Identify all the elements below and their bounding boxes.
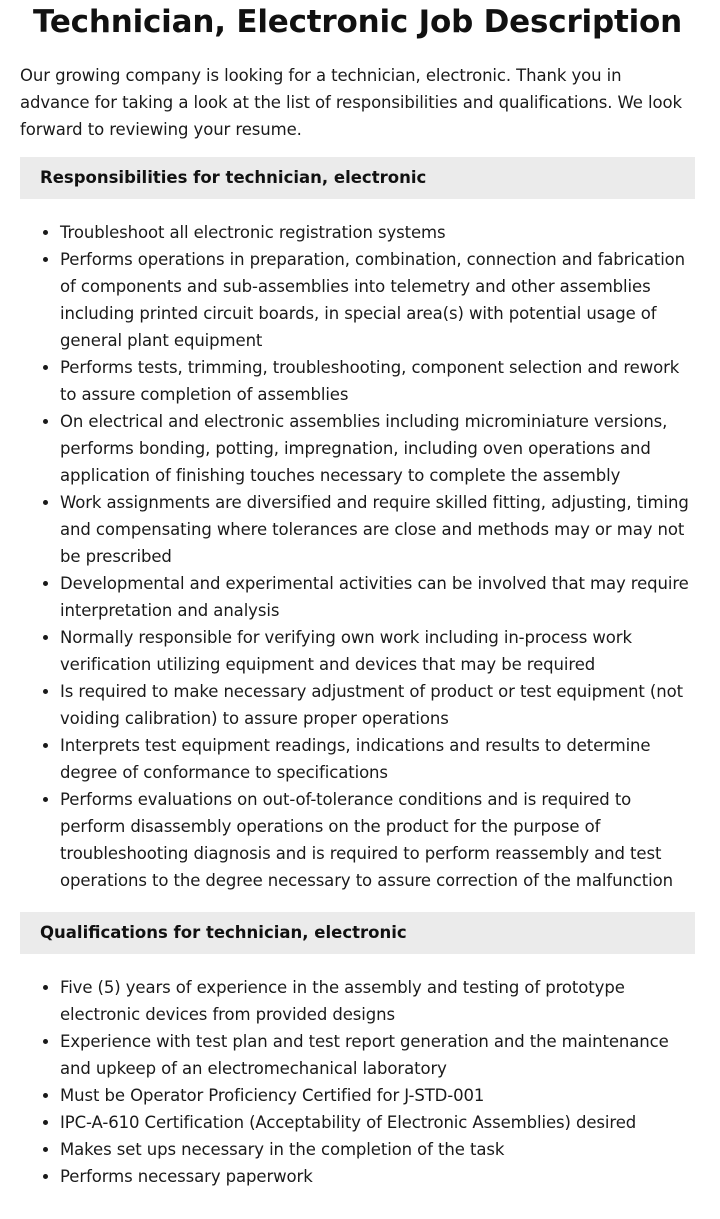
- list-item: • Five (5) years of experience in the assembly and testing of prototype electronic devices from provided designs: [60, 974, 695, 1028]
- list-item: • Troubleshoot all electronic registration systems: [60, 219, 695, 246]
- list-item: • Performs necessary paperwork: [60, 1163, 695, 1190]
- list-item: • Performs evaluations on out-of-tolerance conditions and is required to perform disassembly operations on the product for the purpose of troubleshooting diagnosis and is required to perform reassembly and test operations to the degree necessary to assure correction of the malfunction: [60, 786, 695, 894]
- responsibilities-heading: Responsibilities for technician, electronic: [20, 157, 695, 199]
- list-item: • Interprets test equipment readings, indications and results to determine degree of conformance to specifications: [60, 732, 695, 786]
- list-item: • IPC-A-610 Certification (Acceptability of Electronic Assemblies) desired: [60, 1109, 695, 1136]
- list-item: • Must be Operator Proficiency Certified for J-STD-001: [60, 1082, 695, 1109]
- qualifications-heading: Qualifications for technician, electronic: [20, 912, 695, 954]
- list-item: • Developmental and experimental activities can be involved that may require interpretation and analysis: [60, 570, 695, 624]
- responsibilities-list: [20, 219, 695, 894]
- list-item: • On electrical and electronic assemblies including microminiature versions, performs bonding, potting, impregnation, including oven operations and application of finishing touches necessary to complete the assembly: [60, 408, 695, 489]
- list-item: • Performs operations in preparation, combination, connection and fabrication of components and sub-assemblies into telemetry and other assemblies including printed circuit boards, in special area(s) with potential usage of general plant equipment: [60, 246, 695, 354]
- list-item: • Performs tests, trimming, troubleshooting, component selection and rework to assure completion of assemblies: [60, 354, 695, 408]
- list-item: • Work assignments are diversified and require skilled fitting, adjusting, timing and compensating where tolerances are close and methods may or may not be prescribed: [60, 489, 695, 570]
- list-item: • Normally responsible for verifying own work including in-process work verification utilizing equipment and devices that may be required: [60, 624, 695, 678]
- list-item: • Makes set ups necessary in the completion of the task: [60, 1136, 695, 1163]
- list-item: • Is required to make necessary adjustment of product or test equipment (not voiding calibration) to assure proper operations: [60, 678, 695, 732]
- qualifications-list: [20, 974, 695, 1190]
- list-item: • Experience with test plan and test report generation and the maintenance and upkeep of an electromechanical laboratory: [60, 1028, 695, 1082]
- intro-paragraph: Our growing company is looking for a technician, electronic. Thank you in advance for taking a look at the list of responsibilities and qualifications. We look forward to reviewing your resume.: [20, 66, 682, 139]
- page-title: Technician, Electronic Job Description: [33, 4, 682, 40]
